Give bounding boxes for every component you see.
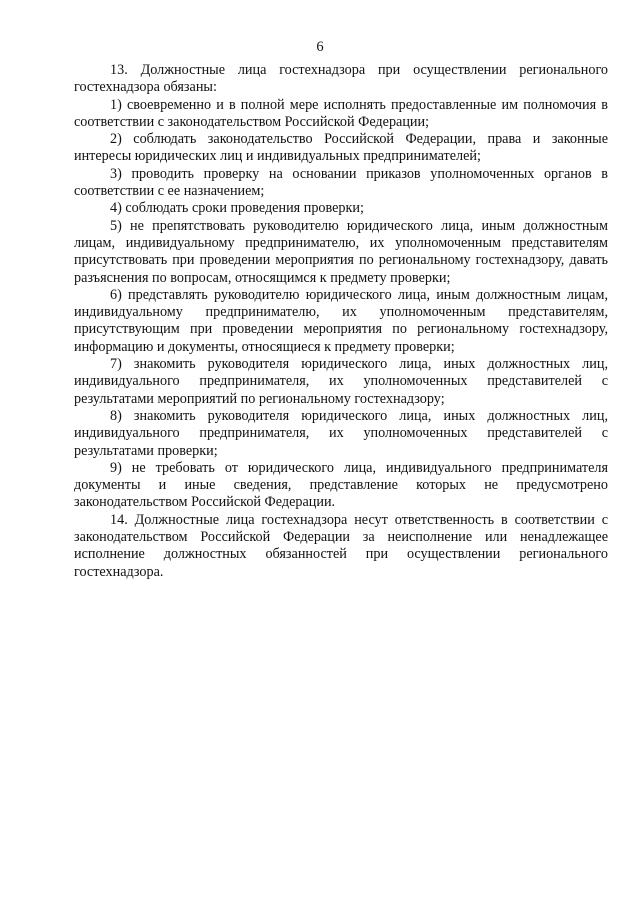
- page-number: 6: [316, 39, 324, 55]
- duty-item-5: 5) не препятствовать руководителю юридического лица, иным должностным лицам, индивидуальному предпринимателю, их уполномоченным представителям присутствовать при проведении мероприятия по региональному гостехнадзору, давать разъяснения по вопросам, относящимся к предмету проверки;: [74, 217, 608, 286]
- duty-item-1: 1) своевременно и в полной мере исполнять предоставленные им полномочия в соответствии с законодательством Российской Федерации;: [74, 96, 608, 130]
- duty-item-3: 3) проводить проверку на основании приказов уполномоченных органов в соответствии с ее назначением;: [74, 165, 608, 200]
- paragraph-14-responsibility: 14. Должностные лица гостехнадзора несут ответственность в соответствии с законодательством Российской Федерации за неисполнение или ненадлежащее исполнение должностных обязанностей при осуществлении регионального гостехнадзора.: [74, 511, 608, 580]
- duty-item-4: 4) соблюдать сроки проведения проверки;: [110, 200, 364, 217]
- duty-item-2: 2) соблюдать законодательство Российской Федерации, права и законные интересы юридических лиц и индивидуальных предпринимателей;: [74, 131, 608, 165]
- duty-item-7: 7) знакомить руководителя юридического лица, иных должностных лиц, индивидуального предпринимателя, их уполномоченных представителей с результатами мероприятий по региональному гостехнадзору;: [74, 356, 608, 407]
- document-body: [74, 62, 608, 581]
- duty-item-8: 8) знакомить руководителя юридического лица, иных должностных лиц, индивидуального предпринимателя, их уполномоченных представителей с результатами проверки;: [74, 407, 608, 459]
- duty-item-9: 9) не требовать от юридического лица, индивидуального предпринимателя документы и иные сведения, представление которых не предусмотрено законодательством Российской Федерации.: [74, 459, 608, 511]
- duty-item-6: 6) представлять руководителю юридического лица, иным должностным лицам, индивидуальному предпринимателю, их уполномоченным представителям, присутствующим при проведении мероприятия по региональному гостехнадзору, информацию и документы, относящиеся к предмету проверки;: [74, 286, 608, 355]
- paragraph-13-intro: 13. Должностные лица гостехнадзора при осуществлении регионального гостехнадзора обязаны:: [74, 62, 608, 96]
